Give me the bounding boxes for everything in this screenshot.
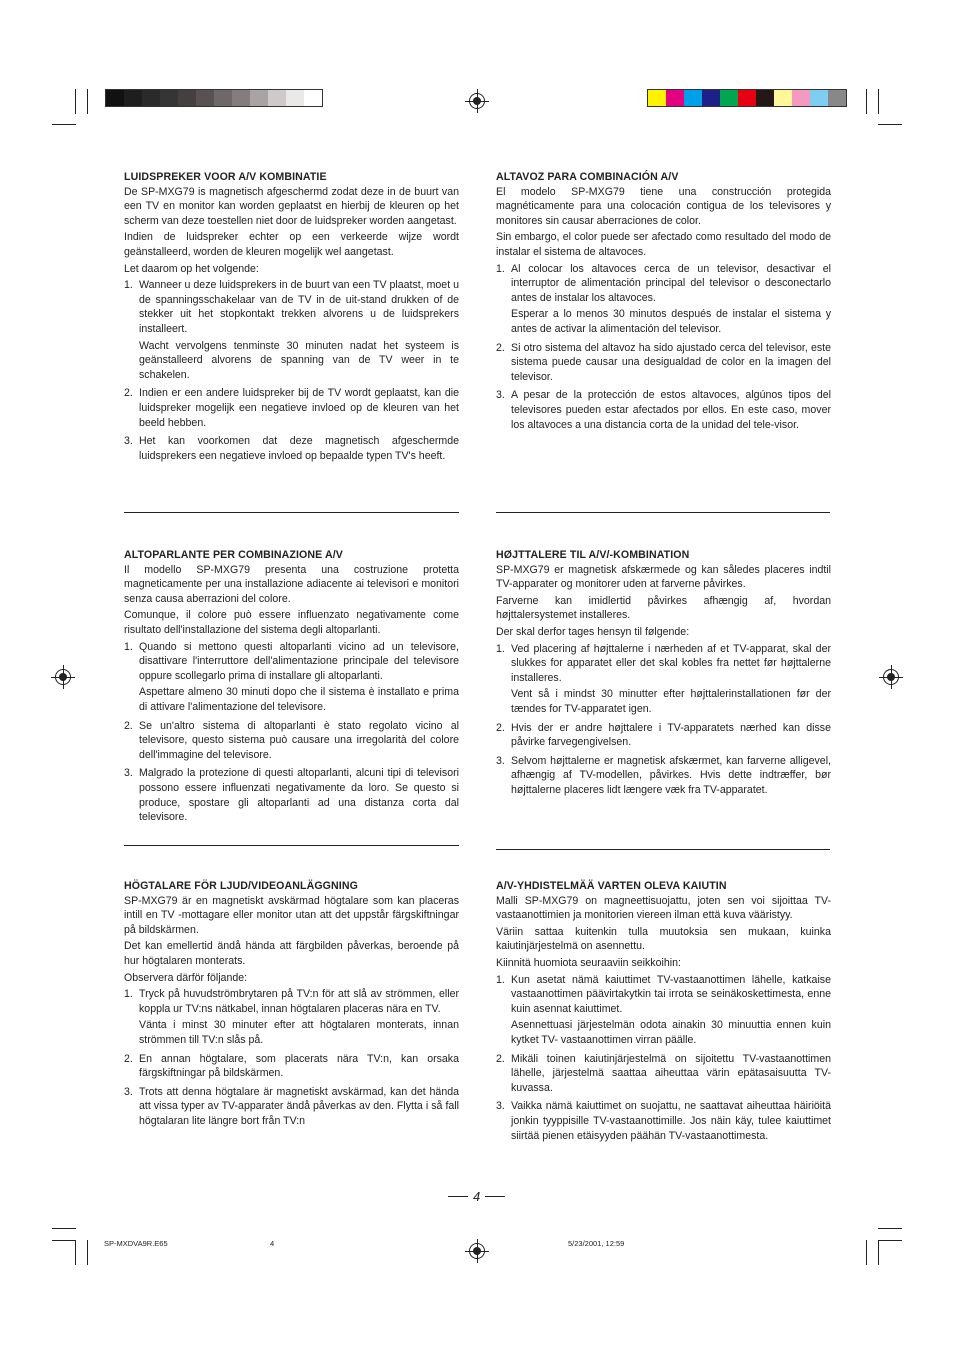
color-calibration-bar [647,89,847,107]
list-item-number: 2. [124,719,133,732]
list-item-number: 2. [496,721,505,734]
list-item-text: Aspettare almeno 30 minuti dopo che il sistema è installato e prima di attivare l'alimentazione del televisore. [139,686,459,713]
list-item-text: Hvis der er andre højttalere i TV-apparatets nærhed kan disse påvirke farvegengivelsen. [511,721,831,749]
numbered-list [124,278,459,465]
list-item-text: Trots att denna högtalare är magnetiskt avskärmad, kan det hända att vissa typer av TV-apparater ändå påverkas av den. Flytta i så fall högtalaran lite längre bort från TV:n [139,1085,459,1127]
list-item-text: En annan högtalare, som placerats nära TV:n, kan orsaka färgskiftningar på bildskärmen. [139,1052,459,1080]
color-swatch [286,90,304,106]
list-item-text: Wacht vervolgens tenminste 30 minuten nadat het systeem is geänstalleerd alvorens de spanning van de TV weer in te schakelen. [139,339,459,381]
section-dutch [124,170,459,467]
section-divider [124,512,459,513]
section-finnish [496,879,831,1147]
list-item-text: Wanneer u deze luidsprekers in de buurt van een TV plaatst, moet u de spanningsschakelaar van de TV in de uit-stand drukken of de stekker uit het stopkontakt trekken alvorens u de luidsprekers installeert. [139,279,459,335]
list-item-number: 1. [124,988,133,1001]
list-item-number: 3. [124,767,133,780]
registration-mark-icon [469,93,485,109]
list-item-number: 3. [124,435,133,448]
intro-paragraph: El modelo SP-MXG79 tiene una construcción protegida magnéticamente para una colocación contigua de los televisores y monitores sin causar aberraciones de color. [496,185,831,227]
list-item-number: 3. [496,754,505,767]
intro-paragraph: Malli SP-MXG79 on magneettisuojattu, joten sen voi sijoittaa TV-vastaanottimien ja monitorien viereen ilman että kuva vääristyy. [496,894,831,922]
list-item-text: Al colocar los altavoces cerca de un televisor, desactivar el interruptor de alimentación principal del televisor o desconectarlo antes de instalar los altavoces. [511,262,831,304]
color-swatch [684,90,702,106]
list-item-number: 2. [496,1052,505,1065]
intro-paragraph: Kiinnitä huomiota seuraaviin seikkoihin: [496,956,681,969]
section-title: HØJTTALERE TIL A/V/-KOMBINATION [496,549,690,561]
color-swatch [828,90,846,106]
list-item [496,973,831,1050]
crop-mark [52,1240,76,1241]
color-swatch [160,90,178,106]
list-item [124,640,459,717]
list-item [496,754,831,800]
intro-paragraph: Der skal derfor tages hensyn til følgende: [496,625,690,638]
intro-paragraph: SP-MXG79 er magnetisk afskærmede og kan således placeres indtil TV-apparater og monitorer uden at farverne påvirkes. [496,563,831,591]
list-item-number: 1. [496,642,505,655]
crop-mark [52,1228,76,1229]
section-spanish [496,170,831,436]
section-title: HÖGTALARE FÖR LJUD/VIDEOANLÄGGNING [124,880,358,892]
color-swatch [756,90,774,106]
color-swatch [250,90,268,106]
section-divider [496,849,830,850]
color-swatch [738,90,756,106]
list-item [496,388,831,434]
list-item [124,1052,459,1083]
list-item-number: 3. [496,1100,505,1113]
crop-mark [878,1228,902,1229]
color-swatch [178,90,196,106]
list-item-number: 1. [124,279,133,292]
color-swatch [774,90,792,106]
crop-mark [878,1240,902,1241]
footer-filename: SP-MXDVA9R.E65 [104,1239,168,1248]
registration-mark-icon [883,669,899,685]
intro-paragraph: Indien de luidspreker echter op een verkeerde wijze wordt geänstalleerd, worden de kleuren mogelijk wel aangetast. [124,231,459,258]
section-title: A/V-YHDISTELMÄÄ VARTEN OLEVA KAIUTIN [496,880,727,892]
list-item-number: 1. [496,973,505,986]
list-item-text: A pesar de la protección de estos altavoces, algúnos tipos del televisores pueden estar afectados por ellos. En este caso, mover los altavoces a una distancia corta de la unidad del tele-visor. [511,389,831,431]
list-item-number: 1. [124,640,133,653]
list-item [496,341,831,387]
list-item-text: Asennettuasi järjestelmän odota ainakin 30 minuuttia ennen kuin kytket TV- vastaanottimen virran päälle. [511,1019,831,1046]
list-item [496,1099,831,1145]
color-swatch [124,90,142,106]
list-item-text: Quando si mettono questi altoparlanti vicino ad un televisore, disattivare l'interruttore dell'alimentazione principale del televisore oppure scollegarlo prima di installare gli altoparlanti. [139,640,459,682]
list-item [496,262,831,339]
color-swatch [268,90,286,106]
list-item-number: 2. [124,387,133,400]
numbered-list [496,973,831,1146]
list-item-text: Indien er een andere luidspreker bij de TV wordt geplaatst, kan die luidspreker mogelijk een negatieve invloed op de kleuren van het beeld hebben. [139,387,459,429]
color-swatch [720,90,738,106]
crop-mark [878,124,902,125]
color-swatch [648,90,666,106]
color-swatch [810,90,828,106]
section-italian [124,548,459,829]
color-swatch [702,90,720,106]
list-item [124,278,459,384]
intro-paragraph: SP-MXG79 är en magnetiskt avskärmad högtalare som kan placeras intill en TV -mottagare eller monitor utan att det uppstår färgskiftningar på bildskärmen. [124,894,459,936]
page-number-text: 4 [473,1188,481,1204]
numbered-list [496,642,831,800]
crop-mark [866,89,867,114]
page-number [448,1188,508,1204]
color-swatch [792,90,810,106]
color-swatch [106,90,124,106]
intro-paragraph: Väriin sattaa kuitenkin tulla muutoksia sen mukaan, kuinka kaiutinjärjestelmä on asennettu. [496,925,831,953]
list-item [496,721,831,752]
intro-paragraph: Observera därför följande: [124,971,248,984]
color-swatch [232,90,250,106]
footer-datetime: 5/23/2001, 12:59 [568,1239,625,1248]
list-item-text: Malgrado la protezione di questi altoparlanti, alcuni tipi di televisori possono essere influenzati negativamente da loro. Se questo si produce, spostare gli altoparlanti ad una distanza corta dal televisore. [139,767,459,824]
crop-mark [878,89,879,114]
section-divider [124,845,459,846]
list-item-number: 3. [124,1085,133,1098]
section-divider [496,512,830,513]
section-danish [496,548,831,802]
footer-page: 4 [270,1239,275,1248]
crop-mark [75,1240,76,1265]
list-item-text: Mikäli toinen kaiutinjärjestelmä on sijoitettu TV-vastaanottimen lähelle, järjestelmä saattaa aiheuttaa värin epätasaisuutta TV-kuvassa. [511,1052,831,1094]
crop-mark [866,1240,867,1265]
crop-mark [75,89,76,114]
list-item-text: Vaikka nämä kaiuttimet on suojattu, ne saattavat aiheuttaa häiriöitä jonkin tyyppisille TV-vastaanottimille. Jos näin käy, tulee kaiuttimet siirtää pienen etäisyyden päähän TV-vastaanottimesta. [511,1100,831,1142]
numbered-list [124,987,459,1130]
list-item [124,987,459,1049]
list-item-number: 2. [124,1052,133,1065]
list-item-number: 2. [496,341,505,354]
grayscale-calibration-bar [105,89,323,107]
color-swatch [666,90,684,106]
list-item [124,386,459,432]
registration-mark-icon [469,1243,485,1259]
color-swatch [214,90,232,106]
list-item-text: Selvom højttalerne er magnetisk afskærmet, kan farverne alligevel, afhængig af TV-modellen, påvirkes. Hvis dette indtræffer, bør højttalerne placeres lidt længere væk fra TV-apparatet. [511,754,831,796]
section-title: ALTOPARLANTE PER COMBINAZIONE A/V [124,549,343,561]
crop-mark [87,89,88,114]
list-item-text: Vent så i mindst 30 minutter efter højttalerinstallationen før der tændes for TV-apparatet igen. [511,688,831,715]
list-item-text: Se un'altro sistema di altoparlanti è stato regolato vicino al televisore, questo sistema può causare una irregolarità del colore dell'immagine del televisore. [139,719,459,761]
list-item-text: Vänta i minst 30 minuter efter att högtalaren monterats, innan strömmen till TV:n slås på. [139,1019,459,1046]
crop-mark [878,1240,879,1265]
list-item-text: Si otro sistema del altavoz ha sido ajustado cerca del televisor, este sistema puede causar una desigualdad de color en la imagen del televisor. [511,341,831,383]
list-item-text: Kun asetat nämä kaiuttimet TV-vastaanottimen lähelle, katkaise vastaanottimen päävirtakytkin tai irrota se seinäkoskettimesta, enne kuin asennat kaiuttimet. [511,973,831,1015]
intro-paragraph: Let daarom op het volgende: [124,262,259,275]
intro-paragraph: Il modello SP-MXG79 presenta una costruzione protetta magneticamente per una installazione adiacente ai televisori e monitori senza causa aberrazioni del colore. [124,563,459,605]
list-item [496,1052,831,1098]
registration-mark-icon [55,669,71,685]
list-item-text: Het kan voorkomen dat deze magnetisch afgeschermde luidsprekers een negatieve invloed op bepaalde typen TV's heeft. [139,435,459,462]
intro-paragraph: Farverne kan imidlertid påvirkes afhængig af, hvordan højttalersystemet installeres. [496,594,831,622]
numbered-list [496,262,831,435]
color-swatch [142,90,160,106]
list-item [124,719,459,765]
list-item-text: Tryck på huvudströmbrytaren på TV:n för att slå av strömmen, eller koppla ur TV:ns nätkabel, innan högtalaren placeras nära en TV. [139,988,459,1015]
list-item-number: 3. [496,389,505,402]
intro-paragraph: Sin embargo, el color puede ser afectado como resultado del modo de instalar el sistema de altavoces. [496,231,831,258]
section-swedish [124,879,459,1133]
numbered-list [124,640,459,827]
color-swatch [196,90,214,106]
intro-paragraph: Det kan emellertid ändå hända att färgbilden påverkas, beroende på hur högtalaren monterats. [124,940,459,967]
list-item-number: 1. [496,262,505,275]
list-item [124,1085,459,1131]
list-item [124,434,459,465]
list-item-text: Esperar a lo menos 30 minutos después de instalar el sistema y antes de activar la alimentación del televisor. [511,308,831,335]
section-title: LUIDSPREKER VOOR A/V KOMBINATIE [124,171,327,183]
crop-mark [52,124,76,125]
color-swatch [304,90,322,106]
list-item [124,766,459,826]
intro-paragraph: Comunque, il colore può essere influenzato negativamente come risultato dell'installazione del sistema degli altoparlanti. [124,609,459,636]
intro-paragraph: De SP-MXG79 is magnetisch afgeschermd zodat deze in de buurt van een TV en monitor kan worden geplaatst en hierbij de kleuren op het scherm van deze toestellen niet door de luidspreker worden aangetast. [124,185,459,227]
list-item-text: Ved placering af højttalerne i nærheden af et TV-apparat, skal der slukkes for apparatet eller det skal kobles fra nettet før højttalerne installeres. [511,642,831,684]
crop-mark [87,1240,88,1265]
section-title: ALTAVOZ PARA COMBINACIÓN A/V [496,171,679,183]
list-item [496,642,831,719]
